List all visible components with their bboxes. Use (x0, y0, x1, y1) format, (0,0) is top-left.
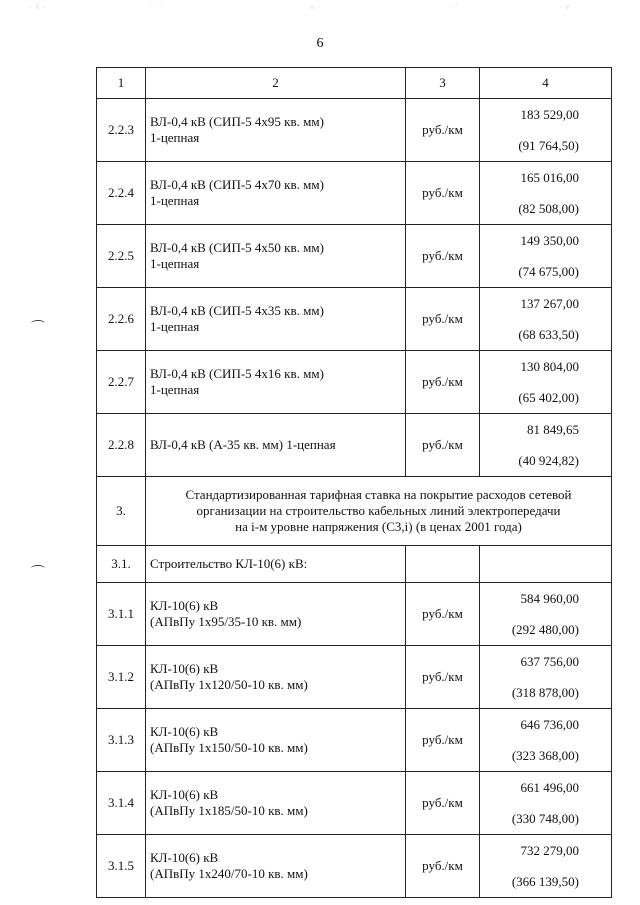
row-value-half: (318 878,00) (511, 685, 579, 700)
row-value (480, 351, 612, 414)
row-name-line: КЛ-10(6) кВ (150, 661, 219, 676)
row-unit: руб./км (406, 99, 480, 162)
page-number: 6 (316, 36, 324, 51)
row-number: 2.2.7 (97, 351, 146, 414)
row-value-main: 661 496,00 (520, 780, 579, 795)
row-name (146, 162, 406, 225)
scan-artifact: · ˙ · (150, 4, 164, 10)
header-row (97, 68, 612, 99)
row-number: 3.1.3 (97, 709, 146, 772)
row-name-line: (АПвПу 1х240/70-10 кв. мм) (150, 866, 308, 881)
row-name-line: ВЛ-0,4 кВ (СИП-5 4х70 кв. мм) (150, 177, 324, 192)
row-unit: руб./км (406, 414, 480, 477)
row-value-half: (292 480,00) (511, 622, 579, 637)
row-name (146, 99, 406, 162)
section-title-line: Стандартизированная тарифная ставка на покрытие расходов сетевой (185, 487, 572, 502)
row-name (146, 709, 406, 772)
row-number: 2.2.4 (97, 162, 146, 225)
table-row (97, 99, 612, 162)
row-value-main: 130 804,00 (520, 359, 579, 374)
row-value-half: (82 508,00) (518, 201, 579, 216)
row-unit: руб./км (406, 646, 480, 709)
row-unit: руб./км (406, 288, 480, 351)
scan-artifact: · ∵ · (30, 5, 46, 11)
row-unit: руб./км (406, 162, 480, 225)
row-name (146, 646, 406, 709)
row-value (480, 225, 612, 288)
table-row (97, 772, 612, 835)
table-row (97, 288, 612, 351)
header-cell-3: 3 (406, 68, 480, 99)
row-unit: руб./км (406, 351, 480, 414)
row-name (146, 288, 406, 351)
row-name-line: 1-цепная (150, 193, 200, 208)
row-value-half: (68 633,50) (518, 327, 579, 342)
row-value-main: 584 960,00 (520, 591, 579, 606)
row-value-half: (91 764,50) (518, 138, 579, 153)
row-value-half: (323 368,00) (511, 748, 579, 763)
row-name-line: ВЛ-0,4 кВ (СИП-5 4х16 кв. мм) (150, 366, 324, 381)
row-value (480, 162, 612, 225)
row-unit: руб./км (406, 772, 480, 835)
row-name (146, 414, 406, 477)
row-value-main: 137 267,00 (520, 296, 579, 311)
row-name-line: (АПвПу 1х185/50-10 кв. мм) (150, 803, 308, 818)
row-name-line: ВЛ-0,4 кВ (СИП-5 4х95 кв. мм) (150, 114, 324, 129)
table-row (97, 414, 612, 477)
subsection-title: Строительство КЛ-10(6) кВ: (146, 546, 406, 583)
header-cell-4: 4 (480, 68, 612, 99)
row-value-main: 732 279,00 (520, 843, 579, 858)
table-row (97, 225, 612, 288)
row-name-line: ВЛ-0,4 кВ (СИП-5 4х50 кв. мм) (150, 240, 324, 255)
row-value-half: (40 924,82) (518, 453, 579, 468)
row-name-line: ВЛ-0,4 кВ (СИП-5 4х35 кв. мм) (150, 303, 324, 318)
row-value-main: 149 350,00 (520, 233, 579, 248)
row-name-line: КЛ-10(6) кВ (150, 598, 219, 613)
row-name (146, 351, 406, 414)
row-value (480, 835, 612, 898)
header-cell-2: 2 (146, 68, 406, 99)
row-value-half: (330 748,00) (511, 811, 579, 826)
row-unit: руб./км (406, 709, 480, 772)
section-title (146, 477, 612, 546)
row-unit: руб./км (406, 835, 480, 898)
row-name (146, 835, 406, 898)
table-row (97, 162, 612, 225)
row-number: 3.1.1 (97, 583, 146, 646)
row-unit: руб./км (406, 583, 480, 646)
row-number: 2.2.5 (97, 225, 146, 288)
row-value (480, 99, 612, 162)
scan-artifact: · ∵ (560, 5, 571, 11)
subsection-row (97, 546, 612, 583)
row-value-main: 165 016,00 (520, 170, 579, 185)
tariff-table (96, 67, 612, 898)
row-value-half: (74 675,00) (518, 264, 579, 279)
scan-artifact: ∴ · (310, 5, 321, 11)
section-number: 3. (97, 477, 146, 546)
row-name-line: (АПвПу 1х95/35-10 кв. мм) (150, 614, 302, 629)
margin-mark (31, 565, 45, 572)
row-name-line: 1-цепная (150, 130, 200, 145)
row-name-line: КЛ-10(6) кВ (150, 724, 219, 739)
row-value (480, 709, 612, 772)
section-row (97, 477, 612, 546)
row-value (480, 583, 612, 646)
row-name (146, 772, 406, 835)
row-value (480, 414, 612, 477)
subsection-value-cell (480, 546, 612, 583)
table-row (97, 709, 612, 772)
header-cell-1: 1 (97, 68, 146, 99)
row-name-line: 1-цепная (150, 256, 200, 271)
row-value (480, 288, 612, 351)
row-name (146, 225, 406, 288)
row-name-line: (АПвПу 1х150/50-10 кв. мм) (150, 740, 308, 755)
row-value (480, 646, 612, 709)
section-title-line: организации на строительство кабельных линий электропередачи (196, 503, 561, 518)
row-number: 2.2.3 (97, 99, 146, 162)
table-row (97, 583, 612, 646)
row-value-half: (65 402,00) (518, 390, 579, 405)
table-row (97, 351, 612, 414)
row-value-half: (366 139,50) (511, 874, 579, 889)
row-name (146, 583, 406, 646)
row-number: 2.2.6 (97, 288, 146, 351)
row-name-line: ВЛ-0,4 кВ (А-35 кв. мм) 1-цепная (150, 437, 336, 452)
row-name-line: (АПвПу 1х120/50-10 кв. мм) (150, 677, 308, 692)
row-value-main: 637 756,00 (520, 654, 579, 669)
row-name-line: КЛ-10(6) кВ (150, 787, 219, 802)
row-value-main: 183 529,00 (520, 107, 579, 122)
row-value-main: 646 736,00 (520, 717, 579, 732)
row-value-main: 81 849,65 (527, 422, 579, 437)
row-unit: руб./км (406, 225, 480, 288)
row-name-line: 1-цепная (150, 319, 200, 334)
subsection-number: 3.1. (97, 546, 146, 583)
section-title-line: на i-м уровне напряжения (C3,i) (в ценах 2001 года) (235, 519, 522, 534)
row-name-line: 1-цепная (150, 382, 200, 397)
row-number: 2.2.8 (97, 414, 146, 477)
row-number: 3.1.4 (97, 772, 146, 835)
row-name-line: КЛ-10(6) кВ (150, 850, 219, 865)
scan-artifact: · ˙ (450, 4, 459, 10)
row-number: 3.1.5 (97, 835, 146, 898)
table-row (97, 646, 612, 709)
margin-mark (31, 320, 45, 327)
row-number: 3.1.2 (97, 646, 146, 709)
row-value (480, 772, 612, 835)
subsection-unit-cell (406, 546, 480, 583)
table-row (97, 835, 612, 898)
